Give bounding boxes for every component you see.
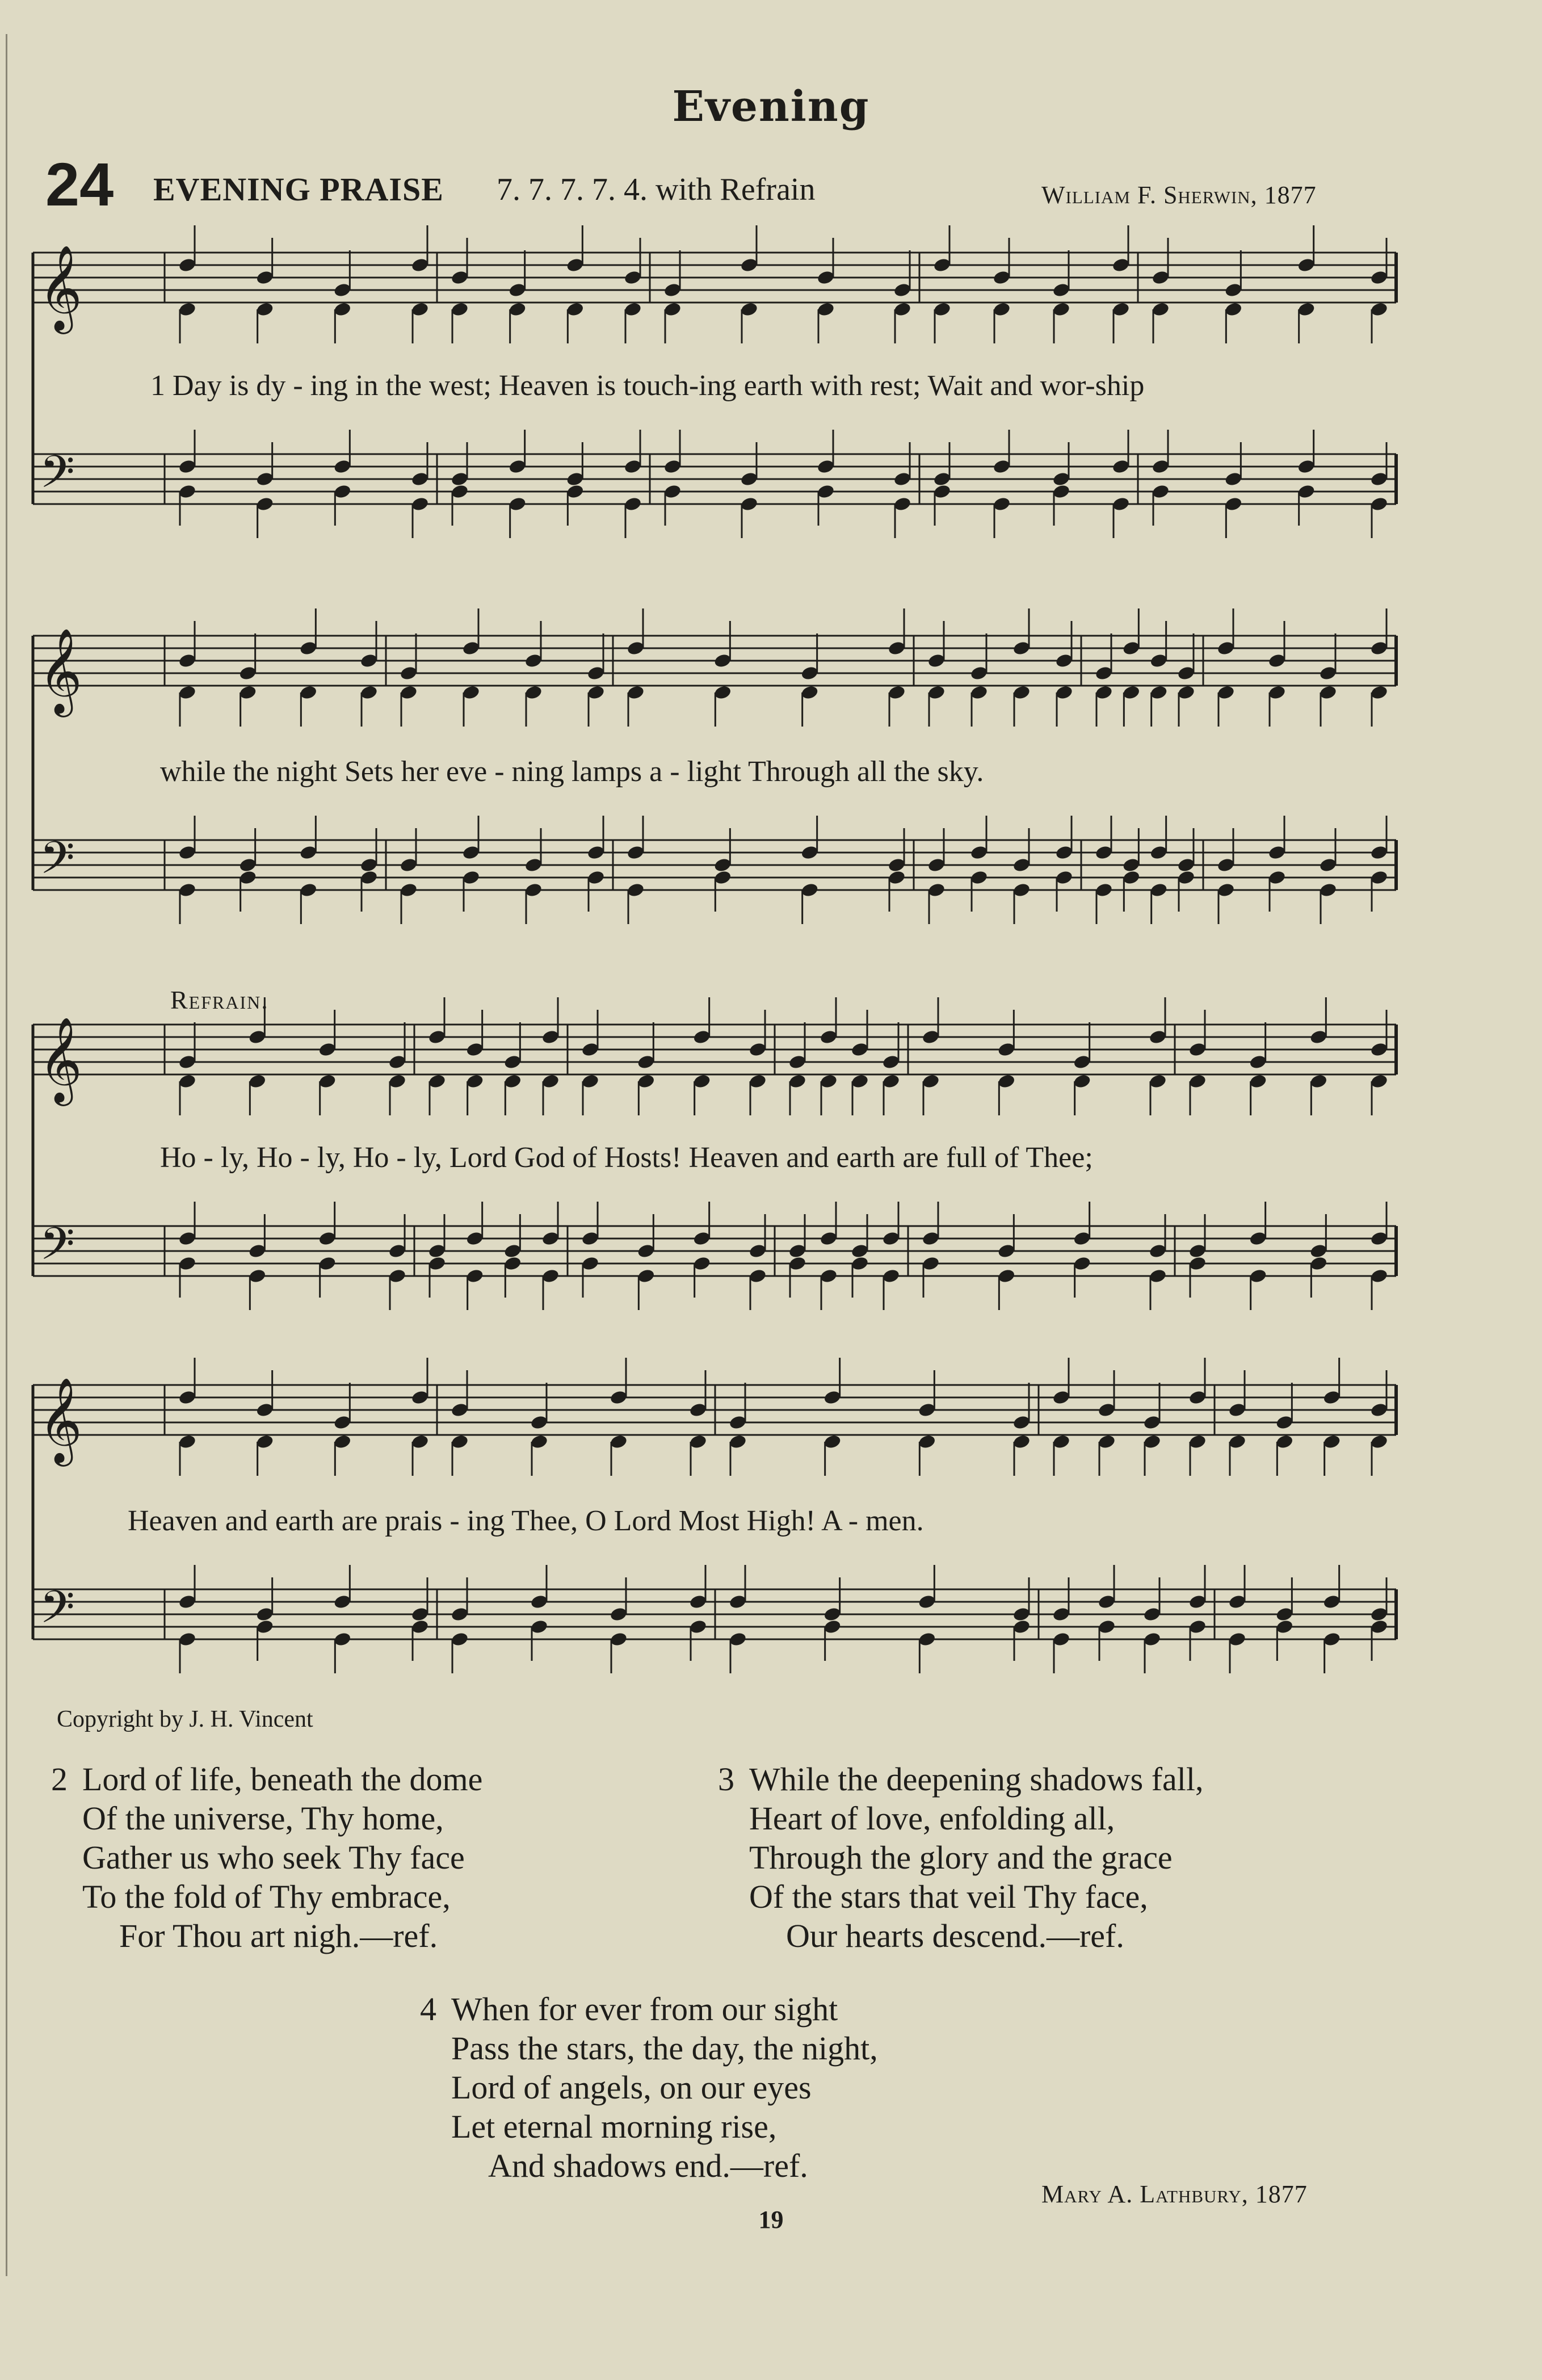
tune-name: EVENING PRAISE: [153, 171, 444, 208]
verse-number: 3: [718, 1761, 734, 1798]
bass-clef-icon: 𝄢: [40, 1218, 75, 1281]
verse-3: [718, 1760, 1203, 1955]
meter: 7. 7. 7. 7. 4. with Refrain: [497, 172, 816, 207]
verse-line: To the fold of Thy embrace,: [82, 1878, 451, 1915]
verse-line: Lord of life, beneath the dome: [82, 1761, 483, 1798]
verse-line: Of the stars that veil Thy face,: [749, 1878, 1148, 1915]
lyrics-system-4: Heaven and earth are prais - ing Thee, O Lord Most High! A - men.: [128, 1505, 924, 1537]
verse-number: 4: [420, 1991, 436, 2028]
verse-2: [51, 1760, 482, 1955]
verse-line: Gather us who seek Thy face: [82, 1839, 465, 1876]
composer: William F. Sherwin, 1877: [1041, 181, 1317, 209]
treble-clef-icon: 𝄞: [39, 244, 82, 330]
verse-number: 2: [51, 1761, 68, 1798]
notes: [178, 225, 1388, 1673]
lyrics-system-3: Ho - ly, Ho - ly, Ho - ly, Lord God of Hosts! Heaven and earth are full of Thee;: [160, 1141, 1093, 1174]
bass-clef-icon: 𝄢: [40, 1581, 75, 1644]
refrain-label: Refrain.: [170, 985, 269, 1014]
verse-line: Of the universe, Thy home,: [82, 1800, 444, 1837]
copyright: Copyright by J. H. Vincent: [57, 1706, 313, 1732]
verse-line: When for ever from our sight: [451, 1991, 838, 2028]
verse-line: While the deepening shadows fall,: [749, 1761, 1204, 1798]
treble-clef-icon: 𝄞: [39, 627, 82, 713]
verse-line: And shadows end.—ref.: [488, 2147, 808, 2184]
hymn-number: 24: [45, 150, 114, 219]
page-number: 19: [758, 2206, 784, 2234]
section-title: Evening: [672, 82, 870, 131]
verse-4: [420, 1989, 878, 2185]
treble-clef-icon: 𝄞: [39, 1016, 82, 1102]
verse-line: Through the glory and the grace: [749, 1839, 1173, 1876]
verse-line: Let eternal morning rise,: [451, 2108, 777, 2145]
verse-line: For Thou art nigh.—ref.: [119, 1917, 438, 1954]
verse-line: Pass the stars, the day, the night,: [451, 2030, 878, 2067]
verse-line: Heart of love, enfolding all,: [749, 1800, 1115, 1837]
lyrics-system-2: while the night Sets her eve - ning lamps a - light Through all the sky.: [160, 755, 984, 788]
author: Mary A. Lathbury, 1877: [1041, 2180, 1308, 2208]
verse-line: Lord of angels, on our eyes: [451, 2069, 812, 2106]
verse-line: Our hearts descend.—ref.: [786, 1917, 1124, 1954]
bass-clef-icon: 𝄢: [40, 832, 75, 895]
bass-clef-icon: 𝄢: [40, 446, 75, 509]
treble-clef-icon: 𝄞: [39, 1376, 82, 1463]
staff-lines: [33, 253, 1396, 1639]
lyrics-system-1: 1 Day is dy - ing in the west; Heaven is touch-ing earth with rest; Wait and wor-ship: [150, 370, 1145, 402]
